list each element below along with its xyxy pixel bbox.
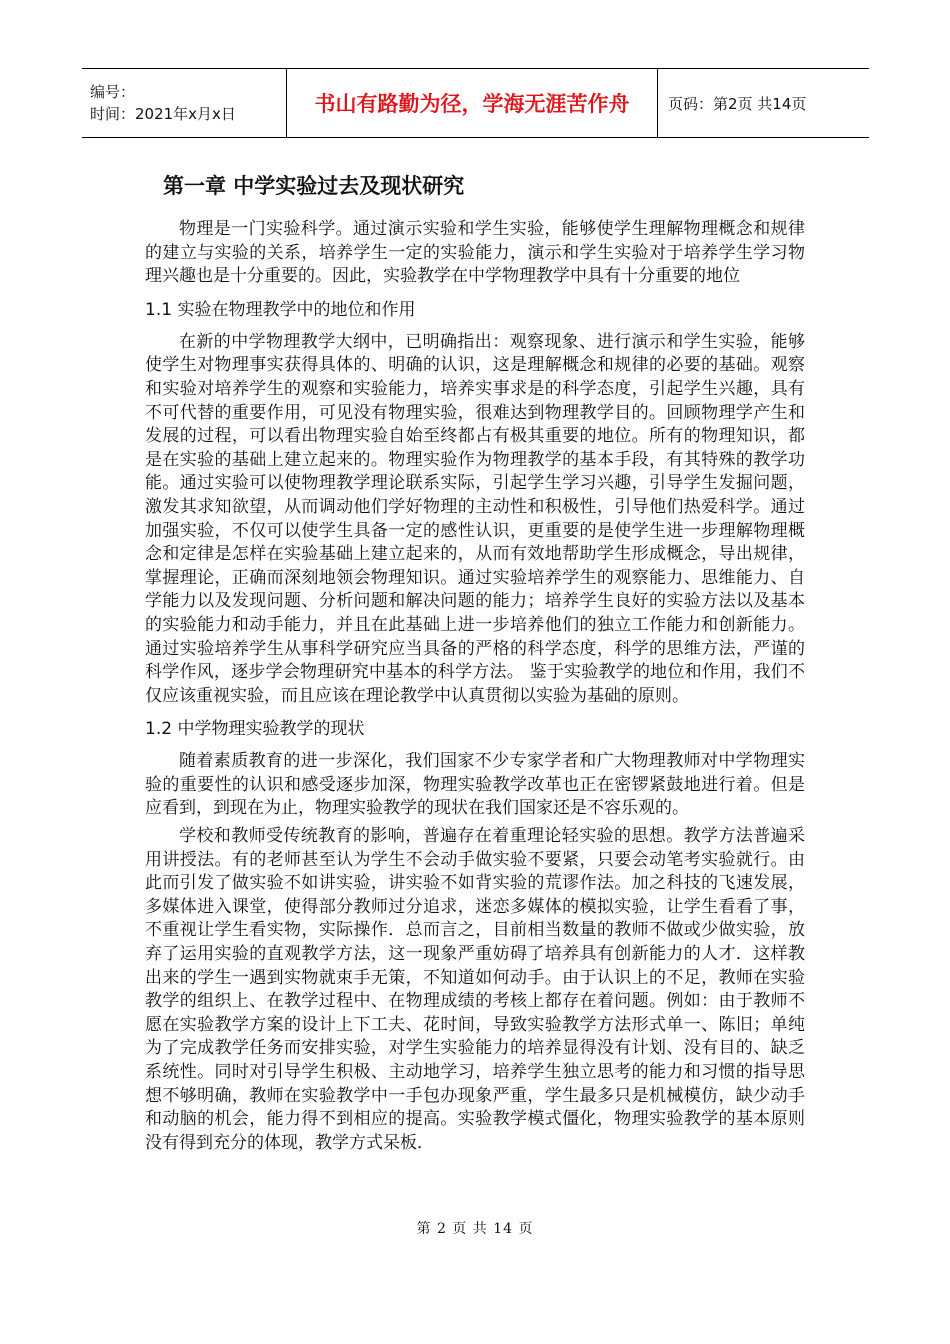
footer-page-number: 第 2 页 共 14 页 bbox=[416, 1221, 534, 1237]
page-footer bbox=[0, 1218, 950, 1238]
section-1-2-paragraph-1: 随着素质教育的进一步深化，我们国家不少专家学者和广大物理教师对中学物理实验的重要性的认识和感受逐步加深，物理实验教学改革也正在密锣紧鼓地进行着。但是应看到，到现在为止，物理实验教学的现状在我们国家还是不容乐观的。 bbox=[145, 751, 805, 819]
section-heading-1-2: 1.2 中学物理实验教学的现状 bbox=[145, 719, 365, 740]
document-number-label: 编号： bbox=[90, 83, 136, 101]
section-1-2-paragraph-2: 学校和教师受传统教育的影响，普遍存在着重理论轻实验的思想。教学方法普遍采用讲授法。有的老师甚至认为学生不会动手做实验不要紧，只要会动笔考实验就行。由此而引发了做实验不如讲实验，讲实验不如背实验的荒谬作法。加之科技的飞速发展，多媒体进入课堂，使得部分教师过分追求，迷恋多媒体的模拟实验，让学生看看了事，不重视让学生看实物，实际操作．总而言之，目前相当数量的教师不做或少做实验，放弃了运用实验的直观教学方法，这一现象严重妨碍了培养具有创新能力的人才．这样教出来的学生一遇到实物就束手无策，不知道如何动手。由于认识上的不足，教师在实验教学的组织上、在教学过程中、在物理成绩的考核上都存在着问题。例如：由于教师不愿在实验教学方案的设计上下工夫、花时间，导致实验教学方法形式单一、陈旧；单纯为了完成教学任务而安排实验，对学生实验能力的培养显得没有计划、没有目的、缺乏系统性。同时对引导学生积极、主动地学习，培养学生独立思考的能力和习惯的指导思想不够明确，教师在实验教学中一手包办现象严重，学生最多只是机械模仿，缺少动手和动脑的机会，能力得不到相应的提高。实验教学模式僵化，物理实验教学的基本原则没有得到充分的体现，教学方式呆板． bbox=[145, 826, 805, 1153]
header-motto bbox=[286, 69, 658, 137]
document-body bbox=[145, 168, 805, 1155]
document-date: 时间：2021年x月x日 bbox=[90, 105, 236, 123]
header-page-info bbox=[658, 69, 869, 137]
chapter-title: 第一章 中学实验过去及现状研究 bbox=[163, 174, 465, 198]
chapter-intro-paragraph: 物理是一门实验科学。通过演示实验和学生实验，能够使学生理解物理概念和规律的建立与实验的关系，培养学生一定的实验能力，演示和学生实验对于培养学生学习物理兴趣也是十分重要的。因此，实验教学在中学物理教学中具有十分重要的地位 bbox=[145, 219, 805, 287]
section-heading-1-1: 1.1 实验在物理教学中的地位和作用 bbox=[145, 299, 416, 320]
page-info-text: 页码：第2页 共14页 bbox=[668, 94, 807, 113]
header-meta bbox=[82, 69, 286, 137]
motto-text: 书山有路勤为径，学海无涯苦作舟 bbox=[314, 92, 630, 116]
page-header bbox=[82, 68, 869, 138]
section-1-1-paragraph: 在新的中学物理教学大纲中，已明确指出：观察现象、进行演示和学生实验，能够使学生对物理事实获得具体的、明确的认识，这是理解概念和规律的必要的基础。观察和实验对培养学生的观察和实验能力，培养实事求是的科学态度，引起学生兴趣，具有不可代替的重要作用，可见没有物理实验，很难达到物理教学目的。回顾物理学产生和发展的过程，可以看出物理实验自始至终都占有极其重要的地位。所有的物理知识，都是在实验的基础上建立起来的。物理实验作为物理教学的基本手段，有其特殊的教学功能。通过实验可以使物理教学理论联系实际，引起学生学习兴趣，引导学生发掘问题，激发其求知欲望，从而调动他们学好物理的主动性和积极性，引导他们热爱科学。通过加强实验，不仅可以使学生具备一定的感性认识，更重要的是使学生进一步理解物理概念和定律是怎样在实验基础上建立起来的，从而有效地帮助学生形成概念，导出规律，掌握理论，正确而深刻地领会物理知识。通过实验培养学生的观察能力、思维能力、自学能力以及发现问题、分析问题和解决问题的能力；培养学生良好的实验方法以及基本的实验能力和动手能力，并且在此基础上进一步培养他们的独立工作能力和创新能力。通过实验培养学生从事科学研究应当具备的严格的科学态度，科学的思维方法，严谨的科学作风，逐步学会物理研究中基本的科学方法。 鉴于实验教学的地位和作用，我们不仅应该重视实验，而且应该在理论教学中认真贯彻以实验为基础的原则。 bbox=[145, 331, 805, 706]
